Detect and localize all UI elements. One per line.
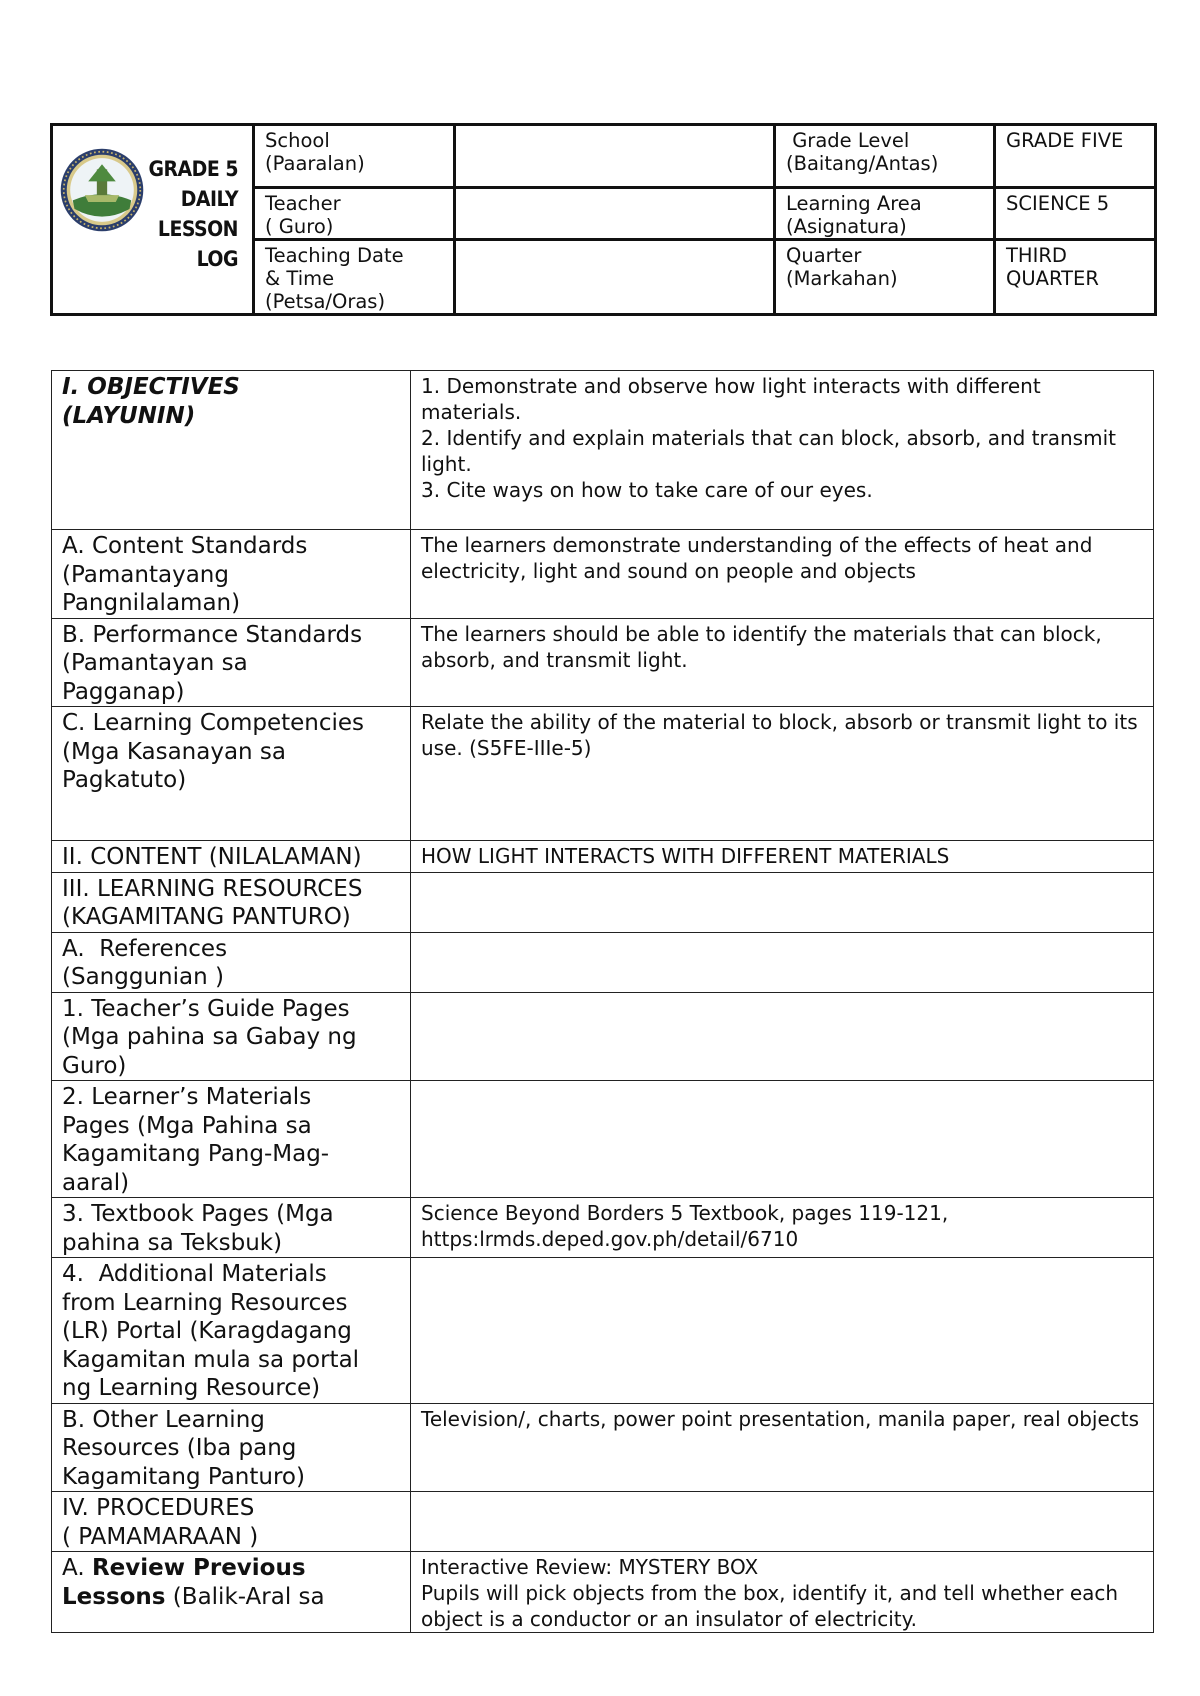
content-standards-value: The learners demonstrate understanding of the effects of heat and electricity, light and sound on people and objects — [411, 530, 1154, 619]
performance-standards-label: B. Performance Standards (Pamantayan sa Pagganap) — [52, 618, 411, 707]
teacher-label: Teacher ( Guro) — [254, 188, 455, 240]
content-row — [52, 841, 1154, 873]
teachers-guide-label: 1. Teacher’s Guide Pages (Mga pahina sa Gabay ng Guro) — [52, 992, 411, 1081]
performance-standards-row — [52, 618, 1154, 707]
textbook-label: 3. Textbook Pages (Mga pahina sa Teksbuk) — [52, 1198, 411, 1258]
objectives-label: I. OBJECTIVES (LAYUNIN) — [52, 371, 411, 530]
references-value — [411, 932, 1154, 992]
grade-level-label: Grade Level (Baitang/Antas) — [775, 125, 995, 188]
learning-competencies-label: C. Learning Competencies (Mga Kasanayan sa Pagkatuto) — [52, 707, 411, 841]
dll-title: GRADE 5 DAILY LESSON LOG — [148, 157, 238, 271]
other-resources-value: Television/, charts, power point presentation, manila paper, real objects — [411, 1403, 1154, 1492]
textbook-value: Science Beyond Borders 5 Textbook, pages 119-121, https:lrmds.deped.gov.ph/detail/6710 — [411, 1198, 1154, 1258]
textbook-row — [52, 1198, 1154, 1258]
other-resources-label: B. Other Learning Resources (Iba pang Kagamitang Panturo) — [52, 1403, 411, 1492]
objective-item: 1. Demonstrate and observe how light interacts with different materials. — [421, 374, 1041, 424]
objectives-row — [52, 371, 1154, 530]
learners-materials-label: 2. Learner’s Materials Pages (Mga Pahina sa Kagamitang Pang-Mag- aaral) — [52, 1081, 411, 1198]
learners-materials-row — [52, 1081, 1154, 1198]
content-standards-row — [52, 530, 1154, 619]
teacher-value[interactable] — [455, 188, 775, 240]
teachers-guide-row — [52, 992, 1154, 1081]
learning-competencies-row — [52, 707, 1154, 841]
teaching-date-label: Teaching Date & Time (Petsa/Oras) — [254, 240, 455, 315]
other-resources-row — [52, 1403, 1154, 1492]
review-label: A. Review Previous Lessons (Balik-Aral sa — [52, 1552, 411, 1633]
teaching-date-value[interactable] — [455, 240, 775, 315]
review-value: Interactive Review: MYSTERY BOX Pupils will pick objects from the box, identify it, and tell whether each object is a conductor or an insulator of electricity. — [411, 1552, 1154, 1633]
objective-item: 3. Cite ways on how to take care of our eyes. — [421, 478, 873, 502]
learning-resources-row — [52, 872, 1154, 932]
learning-area-label: Learning Area (Asignatura) — [775, 188, 995, 240]
school-value[interactable] — [455, 125, 775, 188]
objective-item: 2. Identify and explain materials that can block, absorb, and transmit light. — [421, 426, 1116, 476]
school-label: School (Paaralan) — [254, 125, 455, 188]
logo-title-cell — [52, 125, 254, 315]
content-label: II. CONTENT (NILALAMAN) — [52, 841, 411, 873]
additional-materials-row — [52, 1258, 1154, 1404]
textbook-link[interactable]: https:lrmds.deped.gov.ph/detail/6710 — [421, 1227, 799, 1251]
lesson-table — [51, 370, 1154, 1633]
learners-materials-value — [411, 1081, 1154, 1198]
additional-materials-label: 4. Additional Materials from Learning Resources (LR) Portal (Karagdagang Kagamitan mula sa portal ng Learning Resource) — [52, 1258, 411, 1404]
grade-level-value: GRADE FIVE — [995, 125, 1156, 188]
procedures-label: IV. PROCEDURES ( PAMAMARAAN ) — [52, 1492, 411, 1552]
content-value: HOW LIGHT INTERACTS WITH DIFFERENT MATERIALS — [411, 841, 1154, 873]
objectives-list — [411, 371, 1154, 530]
additional-materials-value — [411, 1258, 1154, 1404]
learning-resources-label: III. LEARNING RESOURCES (KAGAMITANG PANTURO) — [52, 872, 411, 932]
quarter-label: Quarter (Markahan) — [775, 240, 995, 315]
content-standards-label: A. Content Standards (Pamantayang Pangnilalaman) — [52, 530, 411, 619]
review-row — [52, 1552, 1154, 1633]
references-row — [52, 932, 1154, 992]
header-table — [50, 123, 1157, 316]
procedures-value — [411, 1492, 1154, 1552]
learning-competencies-value: Relate the ability of the material to block, absorb or transmit light to its use. (S5FE-IIIe-5) — [411, 707, 1154, 841]
deped-seal-icon — [59, 147, 145, 233]
performance-standards-value: The learners should be able to identify the materials that can block, absorb, and transmit light. — [411, 618, 1154, 707]
references-label: A. References (Sanggunian ) — [52, 932, 411, 992]
teachers-guide-value — [411, 992, 1154, 1081]
learning-area-value: SCIENCE 5 — [995, 188, 1156, 240]
learning-resources-value — [411, 872, 1154, 932]
quarter-value: THIRD QUARTER — [995, 240, 1156, 315]
procedures-row — [52, 1492, 1154, 1552]
